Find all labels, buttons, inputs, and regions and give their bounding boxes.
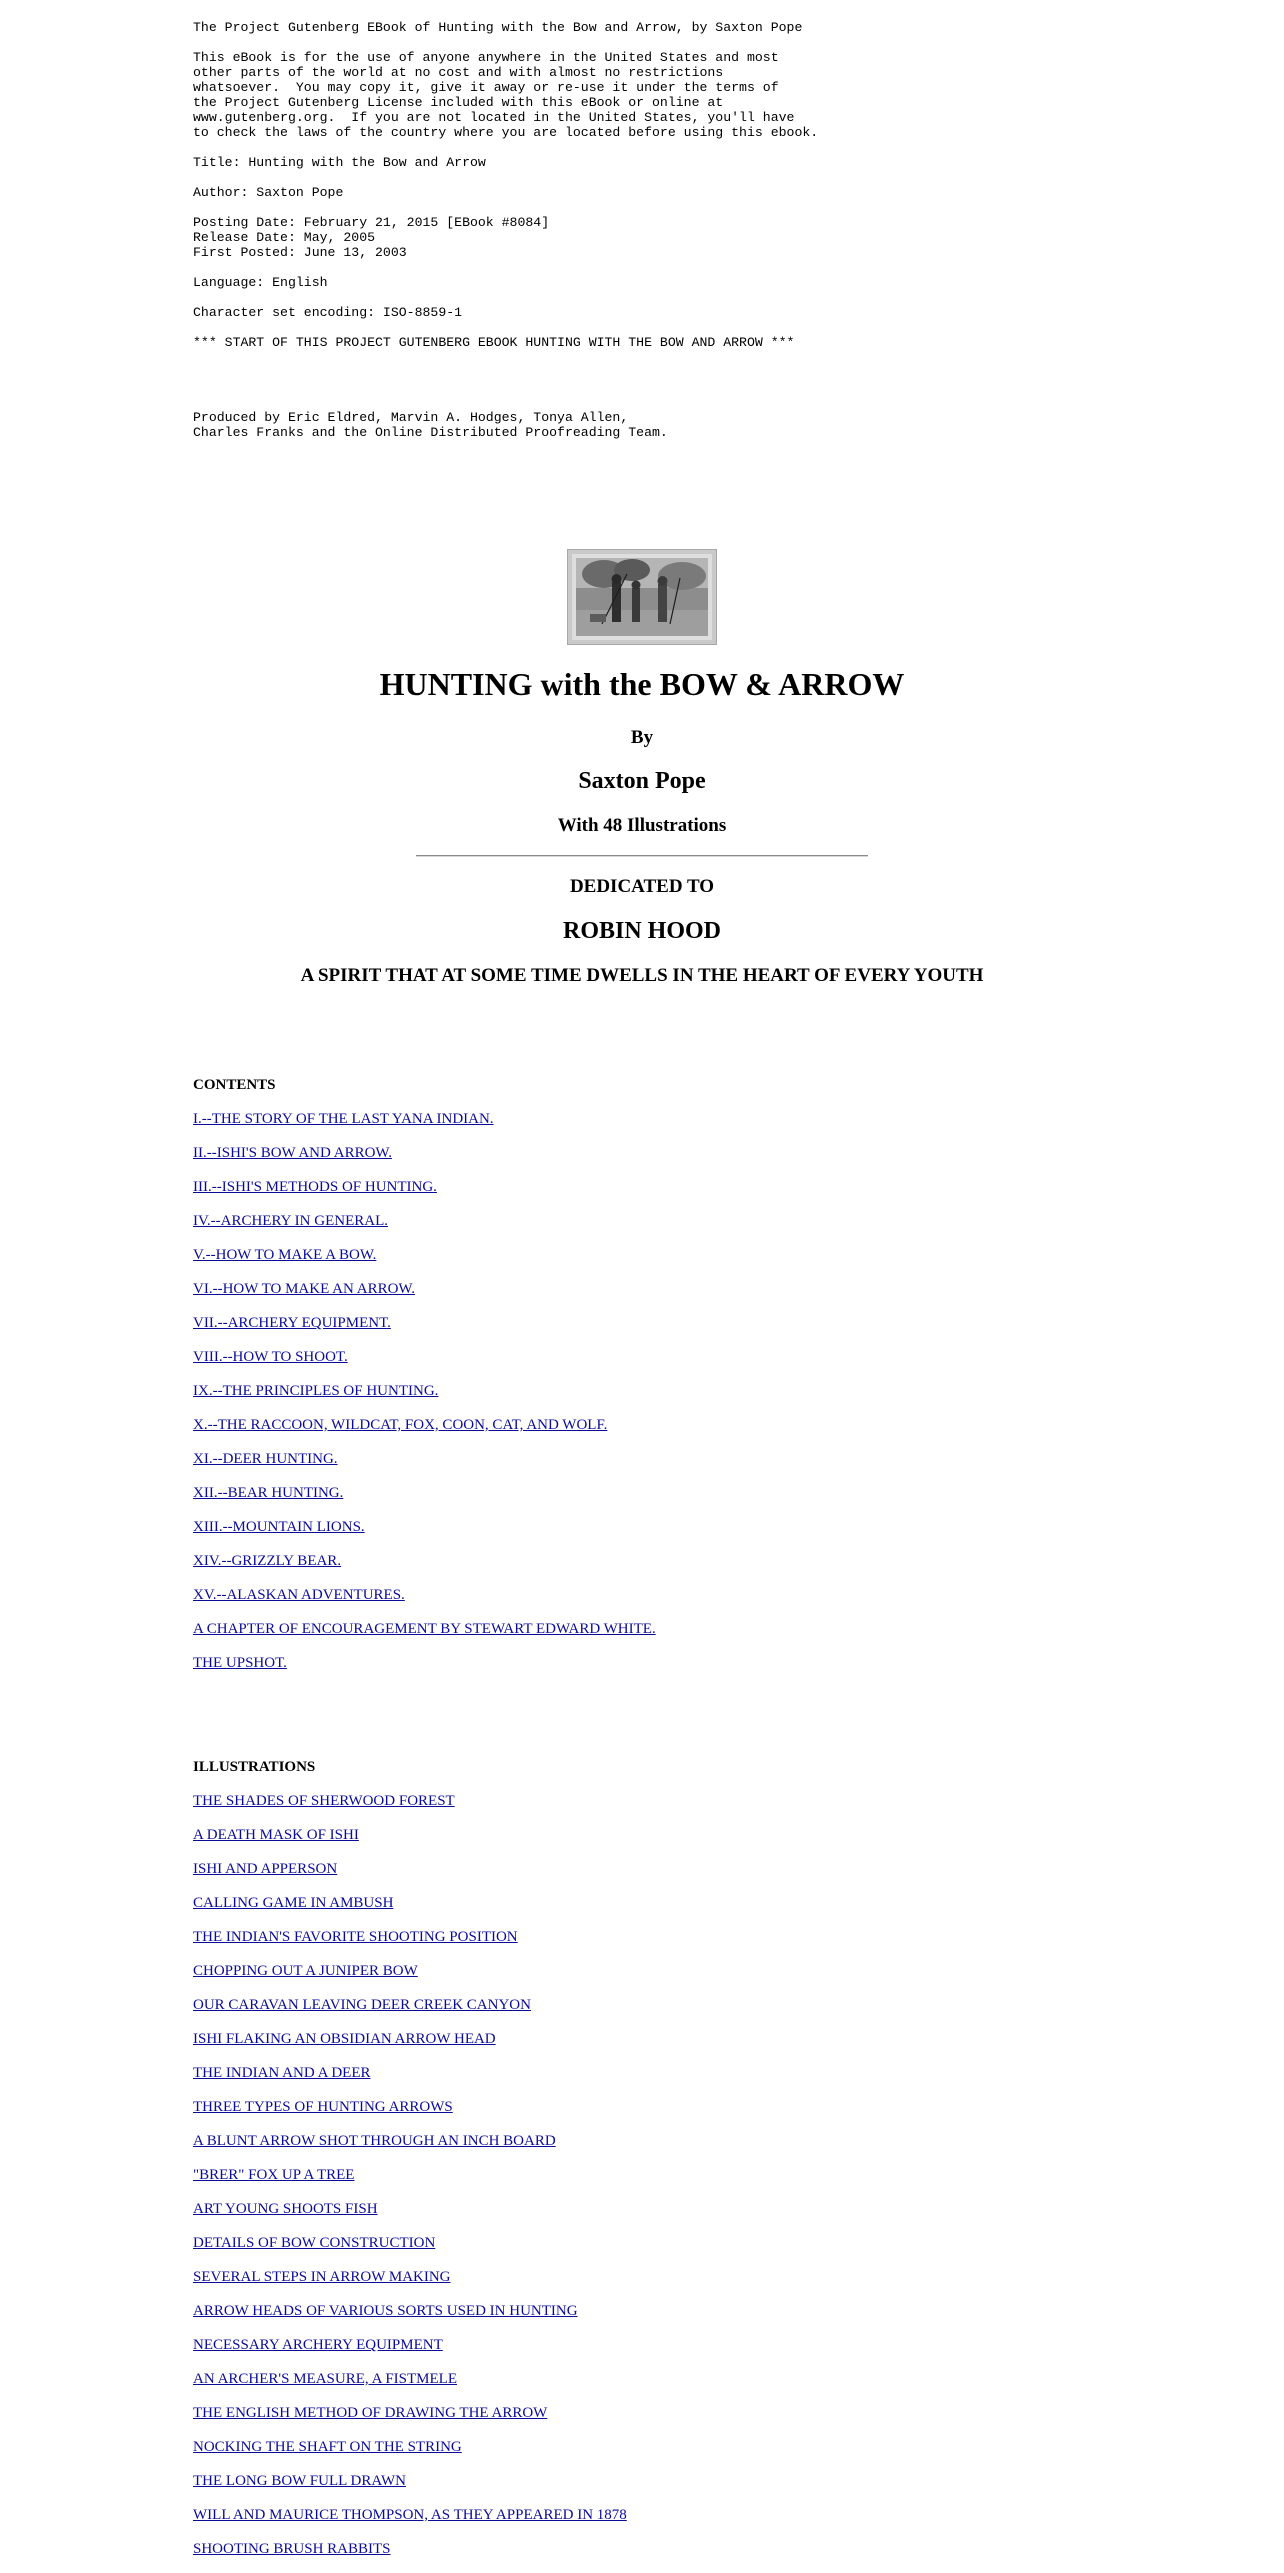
gutenberg-header [193, 20, 1193, 440]
byline: By [630, 727, 654, 748]
contents-link[interactable]: I.--THE STORY OF THE LAST YANA INDIAN. [193, 1111, 494, 1127]
illustration-link[interactable]: SHOOTING BRUSH RABBITS [193, 2541, 391, 2557]
illustration-item [193, 2131, 627, 2165]
contents-item [193, 1653, 656, 1687]
contents-item [193, 1347, 656, 1381]
header-line: Author: Saxton Pope [193, 185, 344, 200]
dedication-text: A SPIRIT THAT AT SOME TIME DWELLS IN THE HEART OF EVERY YOUTH [300, 965, 984, 986]
contents-item [193, 1177, 656, 1211]
illustration-link[interactable]: CHOPPING OUT A JUNIPER BOW [193, 1963, 418, 1979]
contents-link[interactable]: A CHAPTER OF ENCOURAGEMENT BY STEWART EDWARD WHITE. [193, 1621, 656, 1637]
contents-link[interactable]: II.--ISHI'S BOW AND ARROW. [193, 1145, 392, 1161]
illustrations-note: With 48 Illustrations [557, 815, 727, 836]
header-line: Produced by Eric Eldred, Marvin A. Hodges, Tonya Allen, [193, 410, 629, 425]
contents-link[interactable]: VI.--HOW TO MAKE AN ARROW. [193, 1281, 415, 1297]
header-line: the Project Gutenberg License included with this eBook or online at [193, 95, 724, 110]
contents-item [193, 1449, 656, 1483]
contents-list [193, 1109, 656, 1687]
illustration-link[interactable]: DETAILS OF BOW CONSTRUCTION [193, 2235, 436, 2251]
illustration-item [193, 1859, 627, 1893]
contents-link[interactable]: XV.--ALASKAN ADVENTURES. [193, 1587, 405, 1603]
illustration-item [193, 2403, 627, 2437]
illustration-item [193, 2029, 627, 2063]
header-line: Title: Hunting with the Bow and Arrow [193, 155, 486, 170]
header-line: www.gutenberg.org. If you are not located in the United States, you'll have [193, 110, 795, 125]
illustration-link[interactable]: NOCKING THE SHAFT ON THE STRING [193, 2439, 462, 2455]
header-line: This eBook is for the use of anyone anywhere in the United States and most [193, 50, 779, 65]
contents-item [193, 1143, 656, 1177]
contents-link[interactable]: III.--ISHI'S METHODS OF HUNTING. [193, 1179, 437, 1195]
illustration-link[interactable]: THREE TYPES OF HUNTING ARROWS [193, 2099, 453, 2115]
author-name: Saxton Pope [578, 768, 706, 794]
contents-link[interactable]: XI.--DEER HUNTING. [193, 1451, 338, 1467]
header-line: Posting Date: February 21, 2015 [EBook #8084] [193, 215, 550, 230]
contents-item [193, 1211, 656, 1245]
header-line: Release Date: May, 2005 [193, 230, 376, 245]
illustration-link[interactable]: THE ENGLISH METHOD OF DRAWING THE ARROW [193, 2405, 548, 2421]
contents-link[interactable]: X.--THE RACCOON, WILDCAT, FOX, COON, CAT, AND WOLF. [193, 1417, 608, 1433]
contents-item [193, 1551, 656, 1585]
contents-item [193, 1313, 656, 1347]
contents-link[interactable]: XII.--BEAR HUNTING. [193, 1485, 344, 1501]
illustration-item [193, 1995, 627, 2029]
illustration-link[interactable]: AN ARCHER'S MEASURE, A FISTMELE [193, 2371, 457, 2387]
contents-link[interactable]: IV.--ARCHERY IN GENERAL. [193, 1213, 388, 1229]
header-line: to check the laws of the country where you are located before using this ebook. [193, 125, 819, 140]
illustration-link[interactable]: NECESSARY ARCHERY EQUIPMENT [193, 2337, 443, 2353]
frontispiece-photo [572, 554, 712, 640]
contents-link[interactable]: V.--HOW TO MAKE A BOW. [193, 1247, 377, 1263]
illustration-item [193, 1927, 627, 1961]
header-line: Charles Franks and the Online Distributed Proofreading Team. [193, 425, 668, 440]
illustration-link[interactable]: "BRER" FOX UP A TREE [193, 2167, 355, 2183]
contents-link[interactable]: THE UPSHOT. [193, 1655, 287, 1671]
header-line: The Project Gutenberg EBook of Hunting with the Bow and Arrow, by Saxton Pope [193, 20, 803, 35]
dedicated-to-label: DEDICATED TO [569, 876, 715, 897]
illustration-item [193, 2063, 627, 2097]
illustration-link[interactable]: ART YOUNG SHOOTS FISH [193, 2201, 378, 2217]
contents-link[interactable]: VII.--ARCHERY EQUIPMENT. [193, 1315, 391, 1331]
illustration-link[interactable]: ISHI FLAKING AN OBSIDIAN ARROW HEAD [193, 2031, 496, 2047]
frontispiece-image[interactable] [567, 549, 717, 645]
header-line: First Posted: June 13, 2003 [193, 245, 407, 260]
illustration-item [193, 2505, 627, 2539]
header-line: whatsoever. You may copy it, give it away or re-use it under the terms of [193, 80, 779, 95]
illustration-link[interactable]: CALLING GAME IN AMBUSH [193, 1895, 394, 1911]
illustration-item [193, 2335, 627, 2369]
illustration-link[interactable]: OUR CARAVAN LEAVING DEER CREEK CANYON [193, 1997, 531, 2013]
header-line: Language: English [193, 275, 328, 290]
illustration-link[interactable]: A BLUNT ARROW SHOT THROUGH AN INCH BOARD [193, 2133, 556, 2149]
illustration-link[interactable]: ISHI AND APPERSON [193, 1861, 338, 1877]
dedicatee-name: ROBIN HOOD [562, 918, 721, 944]
illustration-link[interactable]: A DEATH MASK OF ISHI [193, 1827, 359, 1843]
header-line: *** START OF THIS PROJECT GUTENBERG EBOOK HUNTING WITH THE BOW AND ARROW *** [193, 335, 795, 350]
illustration-item [193, 1825, 627, 1859]
illustration-item [193, 2369, 627, 2403]
illustration-link[interactable]: THE LONG BOW FULL DRAWN [193, 2473, 406, 2489]
illustration-item [193, 2199, 627, 2233]
illustration-item [193, 2267, 627, 2301]
header-line: Character set encoding: ISO-8859-1 [193, 305, 463, 320]
contents-item [193, 1517, 656, 1551]
illustration-link[interactable]: ARROW HEADS OF VARIOUS SORTS USED IN HUNTING [193, 2303, 578, 2319]
illustration-item [193, 2471, 627, 2505]
illustration-item [193, 1791, 627, 1825]
contents-item [193, 1585, 656, 1619]
illustration-item [193, 2301, 627, 2335]
illustration-item [193, 2165, 627, 2199]
illustration-link[interactable]: THE INDIAN'S FAVORITE SHOOTING POSITION [193, 1929, 518, 1945]
illustration-item [193, 2233, 627, 2267]
illustration-item [193, 1893, 627, 1927]
illustrations-heading: ILLUSTRATIONS [193, 1759, 316, 1775]
book-title: HUNTING with the BOW & ARROW [379, 666, 905, 702]
contents-link[interactable]: IX.--THE PRINCIPLES OF HUNTING. [193, 1383, 439, 1399]
title-divider [416, 855, 868, 857]
contents-link[interactable]: XIV.--GRIZZLY BEAR. [193, 1553, 342, 1569]
illustration-link[interactable]: THE SHADES OF SHERWOOD FOREST [193, 1793, 455, 1809]
illustrations-list [193, 1791, 627, 2573]
contents-item [193, 1619, 656, 1653]
illustration-item [193, 2437, 627, 2471]
header-line: other parts of the world at no cost and with almost no restrictions [193, 65, 724, 80]
contents-item [193, 1381, 656, 1415]
illustration-item [193, 1961, 627, 1995]
contents-item [193, 1279, 656, 1313]
contents-link[interactable]: XIII.--MOUNTAIN LIONS. [193, 1519, 365, 1535]
illustration-link[interactable]: SEVERAL STEPS IN ARROW MAKING [193, 2269, 451, 2285]
contents-item [193, 1245, 656, 1279]
illustration-link[interactable]: THE INDIAN AND A DEER [193, 2065, 371, 2081]
illustration-item [193, 2097, 627, 2131]
contents-item [193, 1483, 656, 1517]
contents-item [193, 1415, 656, 1449]
contents-item [193, 1109, 656, 1143]
illustration-link[interactable]: WILL AND MAURICE THOMPSON, AS THEY APPEARED IN 1878 [193, 2507, 627, 2523]
contents-heading: CONTENTS [193, 1077, 276, 1093]
contents-link[interactable]: VIII.--HOW TO SHOOT. [193, 1349, 348, 1365]
